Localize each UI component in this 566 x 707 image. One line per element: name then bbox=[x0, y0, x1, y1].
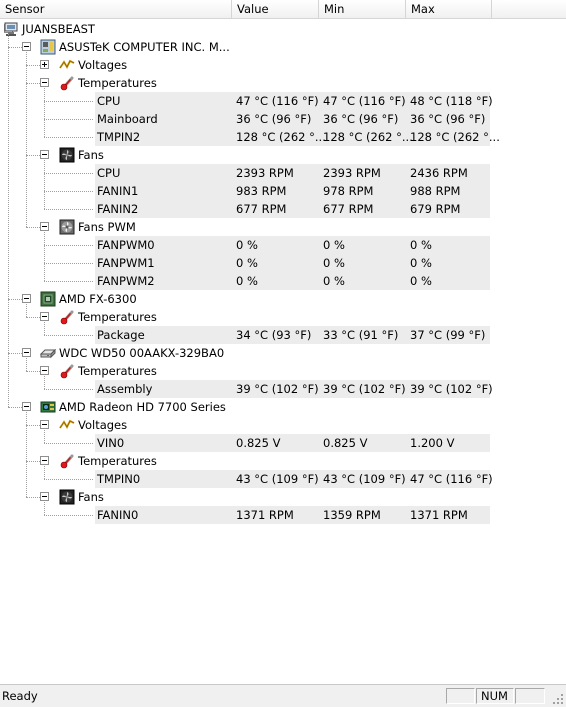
tree-node-label: CPU bbox=[97, 94, 121, 108]
cell-value: 2393 RPM bbox=[236, 166, 294, 180]
tree-connector-line bbox=[26, 227, 40, 228]
tree-connector-line bbox=[44, 101, 93, 102]
tree-connector-line bbox=[44, 119, 93, 120]
collapse-icon[interactable] bbox=[40, 222, 49, 231]
cell-value: 39 °C (102 °F) bbox=[236, 382, 319, 396]
tree-connector-line bbox=[44, 263, 93, 264]
tree-node-label: Fans bbox=[78, 490, 104, 504]
tree-connector-line bbox=[26, 425, 27, 461]
tree-node[interactable] bbox=[0, 398, 566, 416]
tree-node[interactable] bbox=[0, 344, 566, 362]
tree-node-label: FANIN1 bbox=[97, 184, 139, 198]
cell-value: 0 % bbox=[236, 256, 258, 270]
tree-connector-line bbox=[26, 497, 40, 498]
tree-connector-line bbox=[44, 173, 45, 191]
tree-connector-line bbox=[26, 155, 40, 156]
tree-connector-line bbox=[44, 322, 45, 335]
collapse-icon[interactable] bbox=[40, 420, 49, 429]
tree-connector-line bbox=[44, 119, 45, 137]
sensor-tree[interactable] bbox=[0, 19, 566, 684]
tree-connector-line bbox=[44, 245, 93, 246]
tree-node[interactable] bbox=[0, 290, 566, 308]
cell-min: 1359 RPM bbox=[323, 508, 381, 522]
collapse-icon[interactable] bbox=[40, 492, 49, 501]
tree-connector-line bbox=[8, 299, 9, 353]
tree-node[interactable] bbox=[0, 308, 566, 326]
collapse-icon[interactable] bbox=[40, 78, 49, 87]
tree-connector-line bbox=[44, 245, 45, 263]
graphics-card-icon bbox=[40, 399, 56, 415]
cell-max: 39 °C (102 °F) bbox=[410, 382, 493, 396]
thermometer-icon bbox=[59, 75, 75, 91]
column-header-value-label: Value bbox=[237, 2, 269, 16]
tree-node-label: AMD Radeon HD 7700 Series bbox=[59, 400, 226, 414]
tree-node[interactable] bbox=[0, 488, 566, 506]
cell-value: 0.825 V bbox=[236, 436, 281, 450]
column-header-sensor-label: Sensor bbox=[5, 2, 45, 16]
tree-node-label: Fans bbox=[78, 148, 104, 162]
tree-node[interactable] bbox=[0, 56, 566, 74]
cell-value: 983 RPM bbox=[236, 184, 287, 198]
collapse-icon[interactable] bbox=[40, 456, 49, 465]
thermometer-icon bbox=[59, 363, 75, 379]
tree-connector-line bbox=[8, 353, 9, 407]
tree-connector-line bbox=[44, 88, 45, 101]
tree-connector-line bbox=[26, 65, 27, 83]
tree-connector-line bbox=[44, 389, 93, 390]
tree-node-label: Mainboard bbox=[97, 112, 158, 126]
cell-max: 48 °C (118 °F) bbox=[410, 94, 493, 108]
collapse-icon[interactable] bbox=[22, 42, 31, 51]
tree-connector-line bbox=[44, 137, 93, 138]
tree-node-label: Voltages bbox=[78, 58, 128, 72]
fan-icon bbox=[59, 147, 75, 163]
cell-min: 47 °C (116 °F) bbox=[323, 94, 406, 108]
tree-node[interactable] bbox=[0, 146, 566, 164]
tree-node-label: JUANSBEAST bbox=[22, 22, 95, 36]
tree-node-label: Temperatures bbox=[78, 310, 157, 324]
tree-node-label: CPU bbox=[97, 166, 121, 180]
tree-node-label: TMPIN0 bbox=[97, 472, 141, 486]
tree-connector-line bbox=[44, 515, 93, 516]
column-header-min-label: Min bbox=[324, 2, 345, 16]
tree-node-label: FANPWM1 bbox=[97, 256, 155, 270]
cell-min: 0 % bbox=[323, 274, 345, 288]
tree-connector-line bbox=[44, 376, 45, 389]
tree-connector-line bbox=[26, 317, 40, 318]
column-header-sensor[interactable] bbox=[0, 0, 232, 18]
tree-connector-line bbox=[26, 358, 27, 371]
cell-max: 47 °C (116 °F) bbox=[410, 472, 493, 486]
tree-connector-line bbox=[44, 209, 93, 210]
tree-node[interactable] bbox=[0, 38, 566, 56]
column-header-min[interactable] bbox=[319, 0, 406, 18]
voltage-icon bbox=[59, 417, 75, 433]
collapse-icon[interactable] bbox=[22, 348, 31, 357]
cpu-chip-icon bbox=[40, 291, 56, 307]
cell-max: 36 °C (96 °F) bbox=[410, 112, 486, 126]
cell-min: 0 % bbox=[323, 256, 345, 270]
tree-node-label: Voltages bbox=[78, 418, 128, 432]
tree-connector-line bbox=[44, 479, 93, 480]
tree-node-label: Temperatures bbox=[78, 364, 157, 378]
tree-connector-line bbox=[8, 47, 22, 48]
tree-connector-line bbox=[26, 371, 40, 372]
tree-connector-line bbox=[26, 155, 27, 227]
tree-node-label: Package bbox=[97, 328, 145, 342]
cell-min: 978 RPM bbox=[323, 184, 374, 198]
computer-icon bbox=[3, 21, 19, 37]
cell-value: 677 RPM bbox=[236, 202, 287, 216]
tree-node-label: WDC WD50 00AAKX-329BA0 bbox=[59, 346, 225, 360]
tree-node[interactable] bbox=[0, 218, 566, 236]
cell-min: 128 °C (262 °... bbox=[323, 130, 413, 144]
cell-min: 0 % bbox=[323, 238, 345, 252]
tree-node-label: ASUSTeK COMPUTER INC. M... bbox=[59, 40, 230, 54]
collapse-icon[interactable] bbox=[22, 294, 31, 303]
cell-value: 0 % bbox=[236, 274, 258, 288]
tree-connector-line bbox=[44, 443, 93, 444]
tree-connector-line bbox=[8, 299, 22, 300]
collapse-icon[interactable] bbox=[22, 402, 31, 411]
cell-value: 0 % bbox=[236, 238, 258, 252]
tree-connector-line bbox=[44, 101, 45, 119]
tree-connector-line bbox=[26, 425, 40, 426]
tree-connector-line bbox=[26, 461, 27, 497]
tree-node[interactable] bbox=[0, 452, 566, 470]
tree-connector-line bbox=[26, 412, 27, 425]
tree-node[interactable] bbox=[0, 416, 566, 434]
collapse-icon[interactable] bbox=[40, 312, 49, 321]
cell-max: 0 % bbox=[410, 274, 432, 288]
cell-min: 39 °C (102 °F) bbox=[323, 382, 406, 396]
column-header-max-label: Max bbox=[411, 2, 435, 16]
cell-min: 677 RPM bbox=[323, 202, 374, 216]
cell-min: 33 °C (91 °F) bbox=[323, 328, 399, 342]
tree-node-label: FANPWM0 bbox=[97, 238, 155, 252]
tree-connector-line bbox=[8, 407, 22, 408]
tree-node-label: Temperatures bbox=[78, 454, 157, 468]
resize-grip-icon[interactable] bbox=[552, 693, 564, 705]
status-text: Ready bbox=[2, 689, 38, 703]
tree-connector-line bbox=[44, 263, 45, 281]
cell-max: 128 °C (262 °... bbox=[410, 130, 500, 144]
cell-min: 0.825 V bbox=[323, 436, 368, 450]
tree-connector-line bbox=[44, 173, 93, 174]
tree-node-label: VIN0 bbox=[97, 436, 125, 450]
tree-connector-line bbox=[26, 83, 27, 155]
cell-max: 2436 RPM bbox=[410, 166, 468, 180]
thermometer-icon bbox=[59, 309, 75, 325]
collapse-icon[interactable] bbox=[40, 150, 49, 159]
cell-value: 43 °C (109 °F) bbox=[236, 472, 319, 486]
column-header-value[interactable] bbox=[232, 0, 319, 18]
column-header bbox=[0, 0, 566, 19]
tree-connector-line bbox=[26, 52, 27, 65]
status-panel-num bbox=[476, 688, 514, 704]
cell-min: 43 °C (109 °F) bbox=[323, 472, 406, 486]
cell-max: 37 °C (99 °F) bbox=[410, 328, 486, 342]
cell-max: 1.200 V bbox=[410, 436, 455, 450]
tree-connector-line bbox=[8, 353, 22, 354]
tree-connector-line bbox=[44, 281, 93, 282]
hard-drive-icon bbox=[40, 345, 56, 361]
tree-connector-line bbox=[26, 83, 40, 84]
tree-node[interactable] bbox=[0, 74, 566, 92]
cell-min: 2393 RPM bbox=[323, 166, 381, 180]
cell-value: 1371 RPM bbox=[236, 508, 294, 522]
tree-connector-line bbox=[44, 335, 93, 336]
tree-connector-line bbox=[44, 191, 45, 209]
cell-value: 36 °C (96 °F) bbox=[236, 112, 312, 126]
tree-node-label: FANPWM2 bbox=[97, 274, 155, 288]
cell-max: 1371 RPM bbox=[410, 508, 468, 522]
tree-node-label: Assembly bbox=[97, 382, 153, 396]
cell-value: 34 °C (93 °F) bbox=[236, 328, 312, 342]
voltage-icon bbox=[59, 57, 75, 73]
expand-icon[interactable] bbox=[40, 60, 49, 69]
tree-node-label: TMPIN2 bbox=[97, 130, 141, 144]
cell-max: 0 % bbox=[410, 256, 432, 270]
tree-connector-line bbox=[26, 65, 40, 66]
tree-node-label: AMD FX-6300 bbox=[59, 292, 137, 306]
thermometer-icon bbox=[59, 453, 75, 469]
tree-node-label: Temperatures bbox=[78, 76, 157, 90]
fan-pwm-icon bbox=[59, 219, 75, 235]
cell-max: 0 % bbox=[410, 238, 432, 252]
tree-connector-line bbox=[8, 47, 9, 299]
tree-node[interactable] bbox=[0, 20, 566, 38]
tree-connector-line bbox=[44, 191, 93, 192]
status-panel-caps bbox=[446, 688, 475, 704]
cell-value: 47 °C (116 °F) bbox=[236, 94, 319, 108]
status-num-label: NUM bbox=[481, 689, 508, 703]
cell-max: 679 RPM bbox=[410, 202, 461, 216]
tree-connector-line bbox=[44, 502, 45, 515]
fan-icon bbox=[59, 489, 75, 505]
tree-connector-line bbox=[26, 461, 40, 462]
cell-value: 128 °C (262 °... bbox=[236, 130, 326, 144]
tree-node-label: FANIN0 bbox=[97, 508, 139, 522]
tree-node[interactable] bbox=[0, 362, 566, 380]
status-bar bbox=[0, 684, 566, 707]
tree-connector-line bbox=[44, 232, 45, 245]
cell-max: 988 RPM bbox=[410, 184, 461, 198]
tree-connector-line bbox=[26, 304, 27, 317]
tree-node-label: FANIN2 bbox=[97, 202, 139, 216]
tree-connector-line bbox=[8, 34, 9, 47]
status-panel-scroll bbox=[515, 688, 545, 704]
tree-node-label: Fans PWM bbox=[78, 220, 136, 234]
tree-connector-line bbox=[44, 466, 45, 479]
tree-connector-line bbox=[44, 430, 45, 443]
collapse-icon[interactable] bbox=[40, 366, 49, 375]
column-header-max[interactable] bbox=[406, 0, 492, 18]
cell-min: 36 °C (96 °F) bbox=[323, 112, 399, 126]
motherboard-icon bbox=[40, 39, 56, 55]
tree-connector-line bbox=[44, 160, 45, 173]
